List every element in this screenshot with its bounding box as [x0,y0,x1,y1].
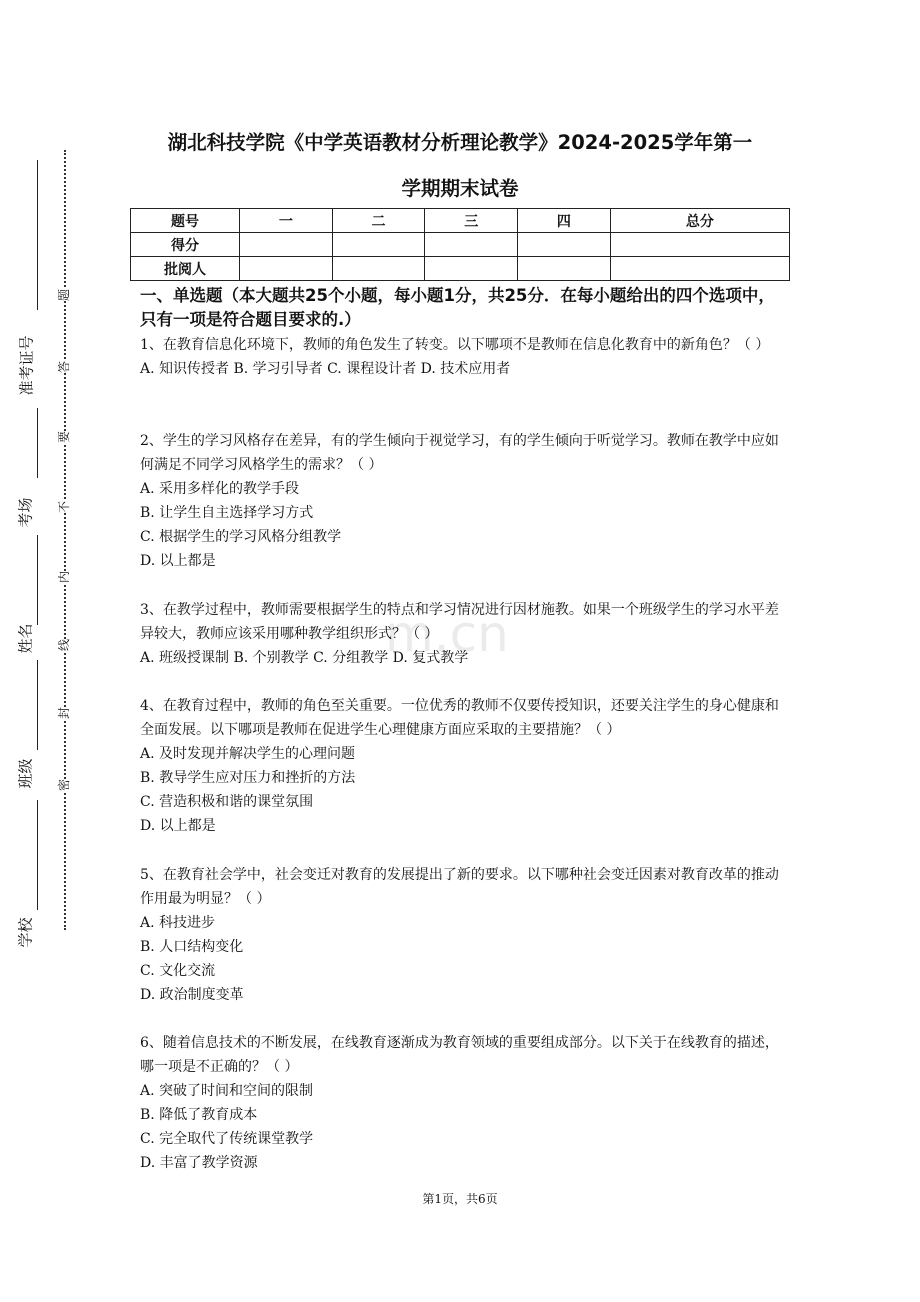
row-label: 得分 [131,233,240,257]
school-line [37,800,38,910]
class-label: 班级 [16,758,35,789]
grader-cell[interactable] [332,257,425,281]
option-d: D. 丰富了教学资源 [140,1155,258,1171]
question-options: A. 班级授课制 B. 个别教学 C. 分组教学 D. 复式教学 [140,650,469,666]
exam-room-label: 考场 [16,497,35,528]
grader-cell[interactable] [610,257,789,281]
option-b: B. 教导学生应对压力和挫折的方法 [140,770,356,786]
option-c: C. 文化交流 [140,963,216,979]
seal-word: 密 [57,778,72,792]
score-cell[interactable] [240,233,333,257]
watermark: m.cn [385,605,509,663]
header-cell: 题号 [131,209,240,233]
header-cell: 三 [425,209,518,233]
seal-word: 线 [57,638,72,652]
question-options: A. 知识传授者 B. 学习引导者 C. 课程设计者 D. 技术应用者 [140,361,511,377]
score-cell[interactable] [518,233,611,257]
question-stem: 1、在教育信息化环境下，教师的角色发生了转变。以下哪项不是教师在信息化教育中的新角色？（ ） [140,337,770,353]
school-label: 学校 [16,917,35,948]
question-4 [140,694,790,838]
exam-title-line1: 湖北科技学院《中学英语教材分析理论教学》2024-2025学年第一 [167,131,753,154]
score-cell[interactable] [425,233,518,257]
seal-word: 不 [57,500,72,514]
score-cell[interactable] [332,233,425,257]
question-stem: 2、学生的学习风格存在差异，有的学生倾向于视觉学习，有的学生倾向于听觉学习。教师在教学中应如何满足不同学习风格学生的需求？（ ） [140,433,779,473]
seal-word: 内 [57,570,72,584]
binding-margin [0,0,100,1302]
class-line [37,660,38,750]
option-c: C. 营造积极和谐的课堂氛围 [140,794,314,810]
seal-word: 题 [57,288,72,302]
exam-room-line [37,408,38,478]
option-d: D. 以上都是 [140,553,216,569]
header-cell: 总分 [610,209,789,233]
option-d: D. 以上都是 [140,818,216,834]
question-6 [140,1031,790,1175]
option-b: B. 让学生自主选择学习方式 [140,505,314,521]
name-label: 姓名 [16,623,35,654]
grader-cell[interactable] [425,257,518,281]
option-a: A. 采用多样化的教学手段 [140,481,300,497]
grader-row [131,257,790,281]
header-cell: 四 [518,209,611,233]
question-stem: 6、随着信息技术的不断发展，在线教育逐渐成为教育领域的重要组成部分。以下关于在线教育的描述，哪一项是不正确的？（ ） [140,1035,779,1075]
option-b: B. 降低了教育成本 [140,1107,258,1123]
exam-number-line [37,160,38,310]
option-a: A. 突破了时间和空间的限制 [140,1083,314,1099]
option-a: A. 及时发现并解决学生的心理问题 [140,746,356,762]
seal-word: 封 [57,706,72,720]
score-row [131,233,790,257]
section-heading: 一、单选题（本大题共25个小题，每小题1分，共25分．在每小题给出的四个选项中，只有一项是符合题目要求的.） [140,286,775,329]
name-line [37,535,38,625]
page-footer: 第1页，共6页 [422,1192,498,1206]
question-stem: 4、在教育过程中，教师的角色至关重要。一位优秀的教师不仅要传授知识，还要关注学生的身心健康和全面发展。以下哪项是教师在促进学生心理健康方面应采取的主要措施？（ ） [140,698,779,738]
score-table-header-row [131,209,790,233]
seal-word: 要 [57,430,72,444]
question-1 [140,333,790,381]
score-cell[interactable] [610,233,789,257]
seal-word: 答 [57,360,72,374]
header-cell: 二 [332,209,425,233]
option-c: C. 根据学生的学习风格分组教学 [140,529,342,545]
seal-dotted-line [64,150,66,930]
score-table [130,208,790,281]
option-d: D. 政治制度变革 [140,987,244,1003]
question-stem: 3、在教学过程中，教师需要根据学生的特点和学习情况进行因材施教。如果一个班级学生的学习水平差异较大，教师应该采用哪种教学组织形式？（ ） [140,602,779,642]
row-label: 批阅人 [131,257,240,281]
grader-cell[interactable] [518,257,611,281]
question-5 [140,863,790,1007]
question-stem: 5、在教育社会学中，社会变迁对教育的发展提出了新的要求。以下哪种社会变迁因素对教育改革的推动作用最为明显？（ ） [140,867,779,907]
question-2 [140,429,790,573]
option-a: A. 科技进步 [140,915,216,931]
option-b: B. 人口结构变化 [140,939,244,955]
header-cell: 一 [240,209,333,233]
grader-cell[interactable] [240,257,333,281]
exam-title-line2: 学期期末试卷 [401,177,519,200]
option-c: C. 完全取代了传统课堂教学 [140,1131,314,1147]
exam-number-label: 准考证号 [17,335,36,396]
